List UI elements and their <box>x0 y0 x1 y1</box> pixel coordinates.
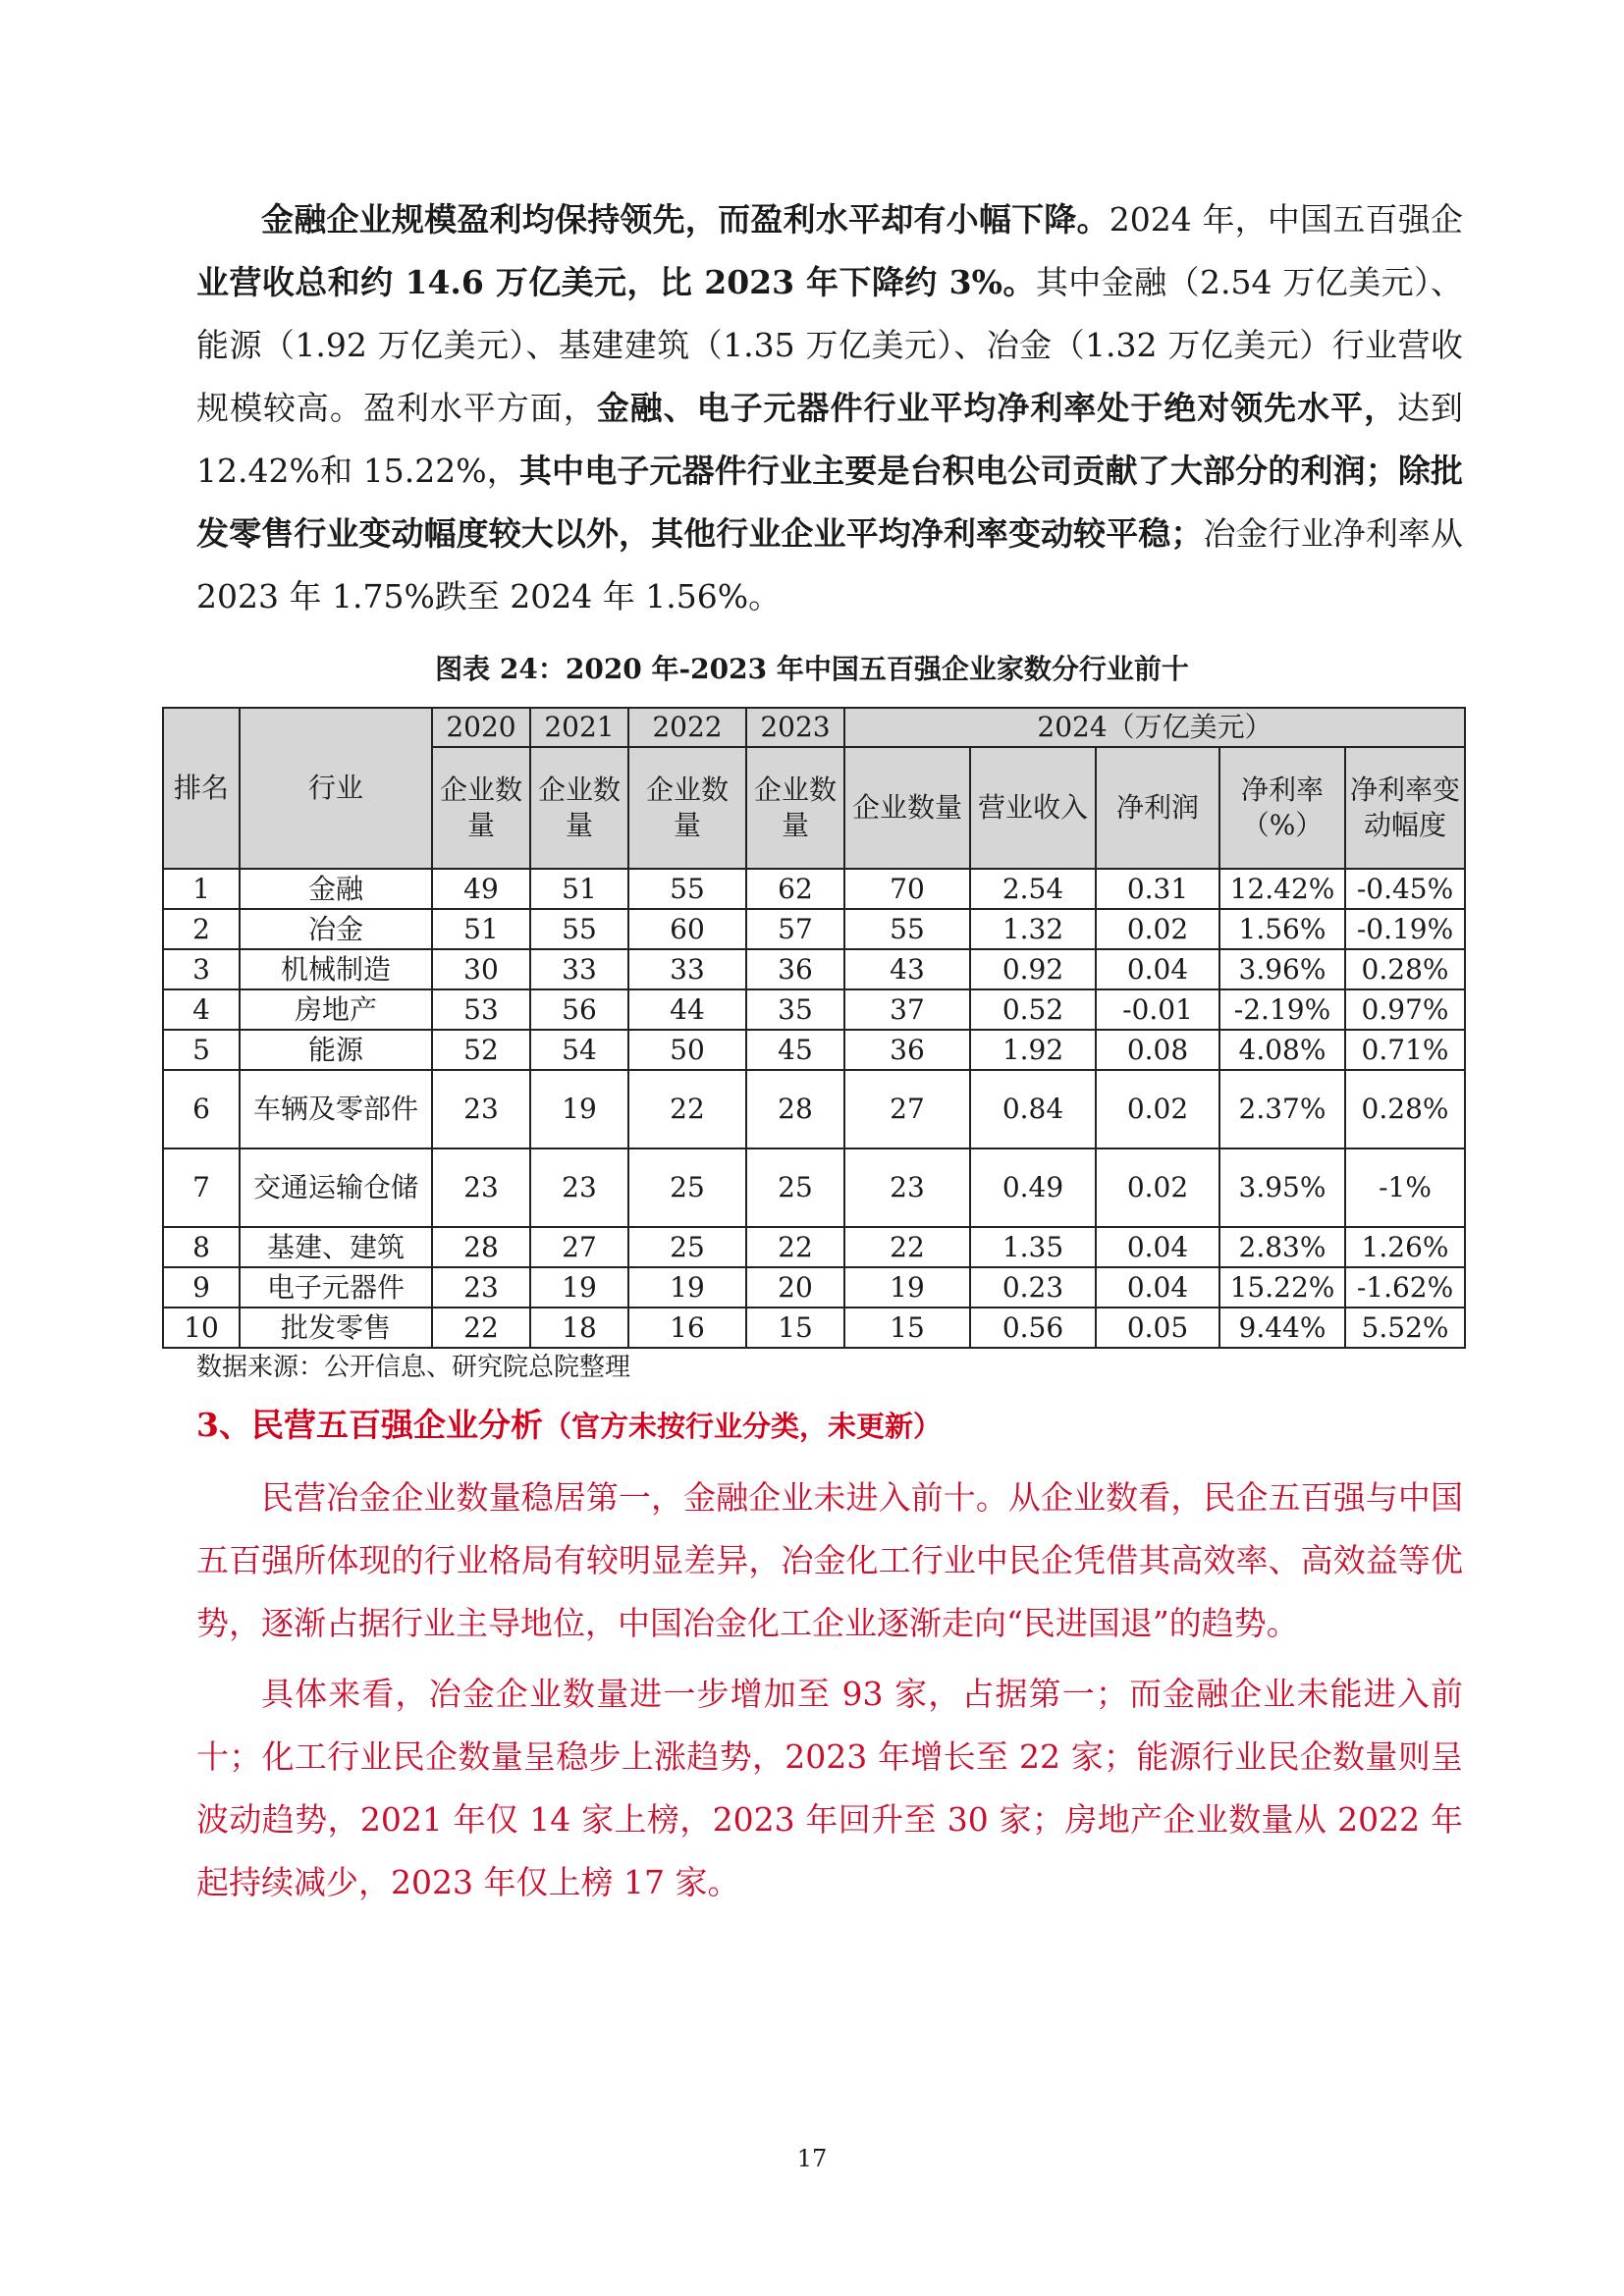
cell-rank: 6 <box>163 1070 240 1148</box>
header-year-2021: 2021 <box>530 708 628 747</box>
cell-profit: 0.08 <box>1096 1030 1219 1070</box>
cell-c2024: 23 <box>844 1148 970 1227</box>
cell-c2022: 60 <box>628 909 746 949</box>
cell-revenue: 0.49 <box>970 1148 1096 1227</box>
cell-c2021: 55 <box>530 909 628 949</box>
cell-profit: 0.02 <box>1096 1070 1219 1148</box>
cell-c2023: 20 <box>746 1267 844 1308</box>
header-profit: 净利润 <box>1096 747 1219 869</box>
cell-rank: 1 <box>163 869 240 909</box>
page-number: 17 <box>796 2145 828 2172</box>
cell-rank: 10 <box>163 1308 240 1348</box>
cell-c2023: 15 <box>746 1308 844 1348</box>
table-row <box>163 1070 1465 1148</box>
cell-c2023: 36 <box>746 949 844 989</box>
cell-c2023: 35 <box>746 989 844 1030</box>
industry-table <box>162 707 1466 1349</box>
cell-c2022: 16 <box>628 1308 746 1348</box>
cell-change: 0.28% <box>1345 1070 1465 1148</box>
cell-revenue: 2.54 <box>970 869 1096 909</box>
header-count-2023: 企业数量 <box>746 747 844 869</box>
cell-c2021: 51 <box>530 869 628 909</box>
header-year-2020: 2020 <box>432 708 530 747</box>
cell-c2022: 22 <box>628 1070 746 1148</box>
header-year-2022: 2022 <box>628 708 746 747</box>
cell-c2023: 25 <box>746 1148 844 1227</box>
bold-margin-sentence: 金融、电子元器件行业平均净利率处于绝对领先水平， <box>596 389 1398 427</box>
cell-c2024: 27 <box>844 1070 970 1148</box>
cell-c2021: 18 <box>530 1308 628 1348</box>
cell-change: -0.19% <box>1345 909 1465 949</box>
cell-margin: 1.56% <box>1219 909 1345 949</box>
text-span: 达到 12.42% <box>196 389 1464 490</box>
cell-rank: 3 <box>163 949 240 989</box>
header-rank: 排名 <box>163 708 240 869</box>
table-row <box>163 1267 1465 1308</box>
cell-c2022: 55 <box>628 869 746 909</box>
cell-margin: 2.37% <box>1219 1070 1345 1148</box>
cell-c2022: 50 <box>628 1030 746 1070</box>
cell-industry: 冶金 <box>240 909 432 949</box>
cell-c2024: 22 <box>844 1227 970 1267</box>
cell-revenue: 1.32 <box>970 909 1096 949</box>
header-count-2021: 企业数量 <box>530 747 628 869</box>
text-span: 其中金融（2.54 万亿美元）、能源（1.92 万亿美元）、基建建筑（1.35 万亿美元）、冶金（1.32 万亿美元）行业营收规模较高。盈利水平方面， <box>196 263 1464 427</box>
cell-industry: 能源 <box>240 1030 432 1070</box>
cell-c2020: 23 <box>432 1267 530 1308</box>
cell-c2023: 45 <box>746 1030 844 1070</box>
header-count-2022: 企业数量 <box>628 747 746 869</box>
paragraph-private-details: 具体来看，冶金企业数量进一步增加至 93 家，占据第一；而金融企业未能进入前十；化工行业民企数量呈稳步上涨趋势，2023 年增长至 22 家；能源行业民企数量则呈波动趋势，2021 年仅 14 家上榜，2023 年回升至 30 家；房地产企业数量从 2022 年起持续减少，2023 年仅上榜 17 家。 <box>196 1675 1463 1901</box>
paragraph-financial-summary <box>196 188 1463 628</box>
cell-c2020: 23 <box>432 1070 530 1148</box>
table-row <box>163 1308 1465 1348</box>
cell-c2023: 62 <box>746 869 844 909</box>
cell-industry: 金融 <box>240 869 432 909</box>
cell-revenue: 1.35 <box>970 1227 1096 1267</box>
text-span: 2024 年，中国五百强企 <box>1109 200 1463 239</box>
table-row <box>163 1227 1465 1267</box>
data-source: 数据来源：公开信息、研究院总院整理 <box>196 1353 631 1382</box>
cell-change: 1.26% <box>1345 1227 1465 1267</box>
cell-c2021: 19 <box>530 1267 628 1308</box>
cell-margin: 4.08% <box>1219 1030 1345 1070</box>
cell-revenue: 0.23 <box>970 1267 1096 1308</box>
cell-c2021: 56 <box>530 989 628 1030</box>
cell-rank: 7 <box>163 1148 240 1227</box>
cell-rank: 8 <box>163 1227 240 1267</box>
cell-industry: 机械制造 <box>240 949 432 989</box>
cell-margin: 9.44% <box>1219 1308 1345 1348</box>
cell-c2024: 36 <box>844 1030 970 1070</box>
cell-profit: 0.04 <box>1096 1267 1219 1308</box>
cell-change: -1% <box>1345 1148 1465 1227</box>
cell-c2021: 27 <box>530 1227 628 1267</box>
cell-c2021: 23 <box>530 1148 628 1227</box>
cell-c2023: 57 <box>746 909 844 949</box>
cell-c2024: 43 <box>844 949 970 989</box>
cell-profit: 0.04 <box>1096 1227 1219 1267</box>
cell-c2022: 25 <box>628 1227 746 1267</box>
table-row <box>163 1148 1465 1227</box>
cell-industry: 批发零售 <box>240 1308 432 1348</box>
cell-c2022: 44 <box>628 989 746 1030</box>
cell-industry: 电子元器件 <box>240 1267 432 1308</box>
text-span: 冶金行业净利率从 2023 年 1.75%跌至 2024 年 1.56%。 <box>196 514 1464 615</box>
cell-change: 0.71% <box>1345 1030 1465 1070</box>
table-row <box>163 949 1465 989</box>
cell-rank: 5 <box>163 1030 240 1070</box>
paragraph-private-summary: 民营冶金企业数量稳居第一，金融企业未进入前十。从企业数看，民企五百强与中国五百强所体现的行业格局有较明显差异，冶金化工行业中民企凭借其高效率、高效益等优势，逐渐占据行业主导地位，中国冶金化工企业逐渐走向“民进国退”的趋势。 <box>196 1478 1463 1642</box>
cell-rank: 2 <box>163 909 240 949</box>
cell-c2020: 23 <box>432 1148 530 1227</box>
cell-margin: 15.22% <box>1219 1267 1345 1308</box>
header-margin: 净利率（%） <box>1219 747 1345 869</box>
cell-c2020: 49 <box>432 869 530 909</box>
table-caption: 图表 24：2020 年-2023 年中国五百强企业家数分行业前十 <box>435 653 1189 685</box>
cell-c2022: 33 <box>628 949 746 989</box>
header-year-2024: 2024（万亿美元） <box>844 708 1465 747</box>
cell-revenue: 0.92 <box>970 949 1096 989</box>
cell-change: -1.62% <box>1345 1267 1465 1308</box>
cell-c2020: 53 <box>432 989 530 1030</box>
cell-change: 0.28% <box>1345 949 1465 989</box>
cell-profit: 0.05 <box>1096 1308 1219 1348</box>
cell-c2020: 51 <box>432 909 530 949</box>
cell-c2023: 22 <box>746 1227 844 1267</box>
cell-c2024: 37 <box>844 989 970 1030</box>
cell-c2024: 15 <box>844 1308 970 1348</box>
table-row <box>163 989 1465 1030</box>
table-body <box>163 869 1465 1348</box>
header-count-2020: 企业数量 <box>432 747 530 869</box>
text-span: 和 15.22%， <box>319 452 519 490</box>
cell-profit: 0.02 <box>1096 909 1219 949</box>
cell-margin: 2.83% <box>1219 1227 1345 1267</box>
table-row <box>163 869 1465 909</box>
cell-profit: 0.31 <box>1096 869 1219 909</box>
cell-c2022: 19 <box>628 1267 746 1308</box>
cell-profit: 0.02 <box>1096 1148 1219 1227</box>
cell-c2020: 28 <box>432 1227 530 1267</box>
cell-c2021: 19 <box>530 1070 628 1148</box>
header-margin-change: 净利率变动幅度 <box>1345 747 1465 869</box>
cell-change: 0.97% <box>1345 989 1465 1030</box>
cell-rank: 9 <box>163 1267 240 1308</box>
cell-change: 5.52% <box>1345 1308 1465 1348</box>
header-year-2023: 2023 <box>746 708 844 747</box>
table-row <box>163 1030 1465 1070</box>
cell-rank: 4 <box>163 989 240 1030</box>
header-count-2024: 企业数量 <box>844 747 970 869</box>
cell-profit: -0.01 <box>1096 989 1219 1030</box>
cell-c2023: 28 <box>746 1070 844 1148</box>
cell-industry: 房地产 <box>240 989 432 1030</box>
cell-revenue: 0.56 <box>970 1308 1096 1348</box>
cell-margin: 3.95% <box>1219 1148 1345 1227</box>
cell-c2020: 22 <box>432 1308 530 1348</box>
bold-revenue-sentence: 业营收总和约 14.6 万亿美元，比 2023 年下降约 3%。 <box>196 263 1036 301</box>
cell-c2024: 55 <box>844 909 970 949</box>
cell-industry: 基建、建筑 <box>240 1227 432 1267</box>
cell-revenue: 0.52 <box>970 989 1096 1030</box>
cell-revenue: 0.84 <box>970 1070 1096 1148</box>
header-industry: 行业 <box>240 708 432 869</box>
cell-c2024: 19 <box>844 1267 970 1308</box>
cell-c2024: 70 <box>844 869 970 909</box>
cell-industry: 车辆及零部件 <box>240 1070 432 1148</box>
cell-revenue: 1.92 <box>970 1030 1096 1070</box>
cell-profit: 0.04 <box>1096 949 1219 989</box>
cell-c2020: 30 <box>432 949 530 989</box>
bold-electronics-sentence: 其中电子元器件行业主要是台积电公司贡献了大部分的利润；除批发零售行业变动幅度较大以外，其他行业企业平均净利率变动较平稳； <box>196 452 1464 553</box>
cell-margin: 3.96% <box>1219 949 1345 989</box>
cell-c2021: 54 <box>530 1030 628 1070</box>
section-title-note: （官方未按行业分类，未更新） <box>542 1410 942 1443</box>
header-revenue: 营业收入 <box>970 747 1096 869</box>
table-row <box>163 909 1465 949</box>
cell-margin: -2.19% <box>1219 989 1345 1030</box>
cell-change: -0.45% <box>1345 869 1465 909</box>
cell-margin: 12.42% <box>1219 869 1345 909</box>
cell-c2021: 33 <box>530 949 628 989</box>
section-title <box>196 1400 942 1446</box>
section-title-text: 3、民营五百强企业分析 <box>196 1406 543 1444</box>
cell-industry: 交通运输仓储 <box>240 1148 432 1227</box>
bold-lead-sentence: 金融企业规模盈利均保持领先，而盈利水平却有小幅下降。 <box>261 200 1110 239</box>
cell-c2020: 52 <box>432 1030 530 1070</box>
cell-c2022: 25 <box>628 1148 746 1227</box>
